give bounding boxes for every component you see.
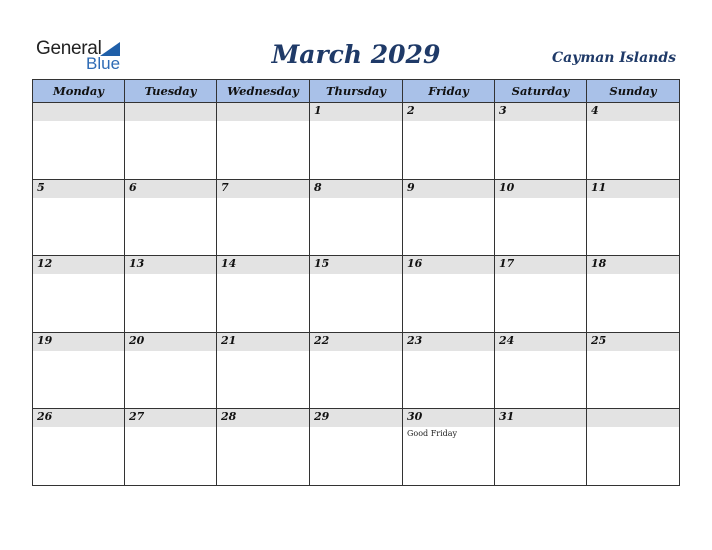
day-number: 8	[314, 181, 322, 194]
day-cell-27	[125, 409, 217, 485]
day-number: 1	[314, 104, 322, 117]
day-number-band	[33, 103, 124, 121]
day-number: 14	[221, 257, 237, 270]
day-number: 30	[407, 410, 423, 423]
day-cell-11	[587, 180, 679, 256]
day-cell-21	[217, 333, 310, 409]
day-cell-7	[217, 180, 310, 256]
day-cell-23	[403, 333, 495, 409]
day-number: 18	[591, 257, 607, 270]
holiday-label: Good Friday	[407, 429, 458, 438]
day-number: 10	[499, 181, 515, 194]
day-number: 22	[314, 334, 330, 347]
day-number: 31	[499, 410, 515, 423]
weekday-header-tuesday: Tuesday	[125, 80, 217, 103]
day-number: 29	[314, 410, 330, 423]
empty-day-cell	[587, 409, 679, 485]
calendar-grid	[32, 79, 680, 486]
day-cell-9	[403, 180, 495, 256]
day-number: 2	[407, 104, 415, 117]
day-number: 27	[129, 410, 145, 423]
day-cell-18	[587, 256, 679, 333]
day-cell-5	[33, 180, 125, 256]
day-number-band	[587, 103, 679, 121]
logo-word-general: General	[36, 38, 102, 59]
weekday-header-thursday: Thursday	[310, 80, 403, 103]
day-number: 21	[221, 334, 237, 347]
empty-day-cell	[125, 103, 217, 180]
weekday-header-friday: Friday	[403, 80, 495, 103]
day-number: 3	[499, 104, 507, 117]
day-cell-30	[403, 409, 495, 485]
day-cell-3	[495, 103, 587, 180]
day-cell-29	[310, 409, 403, 485]
day-cell-19	[33, 333, 125, 409]
day-number: 20	[129, 334, 145, 347]
day-cell-16	[403, 256, 495, 333]
day-cell-25	[587, 333, 679, 409]
day-cell-14	[217, 256, 310, 333]
day-number: 24	[499, 334, 515, 347]
day-number: 26	[37, 410, 53, 423]
empty-day-cell	[217, 103, 310, 180]
day-number-band	[310, 180, 402, 198]
day-cell-10	[495, 180, 587, 256]
day-cell-17	[495, 256, 587, 333]
day-cell-2	[403, 103, 495, 180]
day-number: 7	[221, 181, 229, 194]
day-cell-6	[125, 180, 217, 256]
day-cell-20	[125, 333, 217, 409]
weekday-header-saturday: Saturday	[495, 80, 587, 103]
day-number: 4	[591, 104, 599, 117]
day-cell-4	[587, 103, 679, 180]
day-number-band	[33, 180, 124, 198]
day-cell-28	[217, 409, 310, 485]
day-cell-13	[125, 256, 217, 333]
weekday-header-wednesday: Wednesday	[217, 80, 310, 103]
day-number: 19	[37, 334, 53, 347]
day-number-band	[495, 103, 586, 121]
day-cell-26	[33, 409, 125, 485]
weekday-header-monday: Monday	[33, 80, 125, 103]
country-name: Cayman Islands	[552, 50, 676, 66]
day-cell-1	[310, 103, 403, 180]
day-number-band	[125, 180, 216, 198]
day-number: 23	[407, 334, 423, 347]
day-cell-8	[310, 180, 403, 256]
day-number-band	[125, 103, 216, 121]
day-number-band	[217, 103, 309, 121]
day-number-band	[403, 103, 494, 121]
day-number: 15	[314, 257, 330, 270]
weekday-header-sunday: Sunday	[587, 80, 679, 103]
day-number: 28	[221, 410, 237, 423]
day-cell-24	[495, 333, 587, 409]
day-number: 5	[37, 181, 45, 194]
day-number-band	[310, 103, 402, 121]
empty-day-cell	[33, 103, 125, 180]
day-cell-22	[310, 333, 403, 409]
day-cell-15	[310, 256, 403, 333]
logo-word-blue: Blue	[86, 54, 121, 73]
day-number-band	[403, 180, 494, 198]
day-number-band	[217, 180, 309, 198]
day-number: 25	[591, 334, 607, 347]
day-number-band	[587, 409, 679, 427]
day-number: 6	[129, 181, 137, 194]
day-number: 9	[407, 181, 415, 194]
day-number: 11	[591, 181, 607, 194]
day-number: 16	[407, 257, 423, 270]
calendar-title: March 2029	[271, 40, 441, 69]
day-cell-12	[33, 256, 125, 333]
day-number: 17	[499, 257, 515, 270]
day-cell-31	[495, 409, 587, 485]
day-number: 13	[129, 257, 145, 270]
day-number: 12	[37, 257, 53, 270]
